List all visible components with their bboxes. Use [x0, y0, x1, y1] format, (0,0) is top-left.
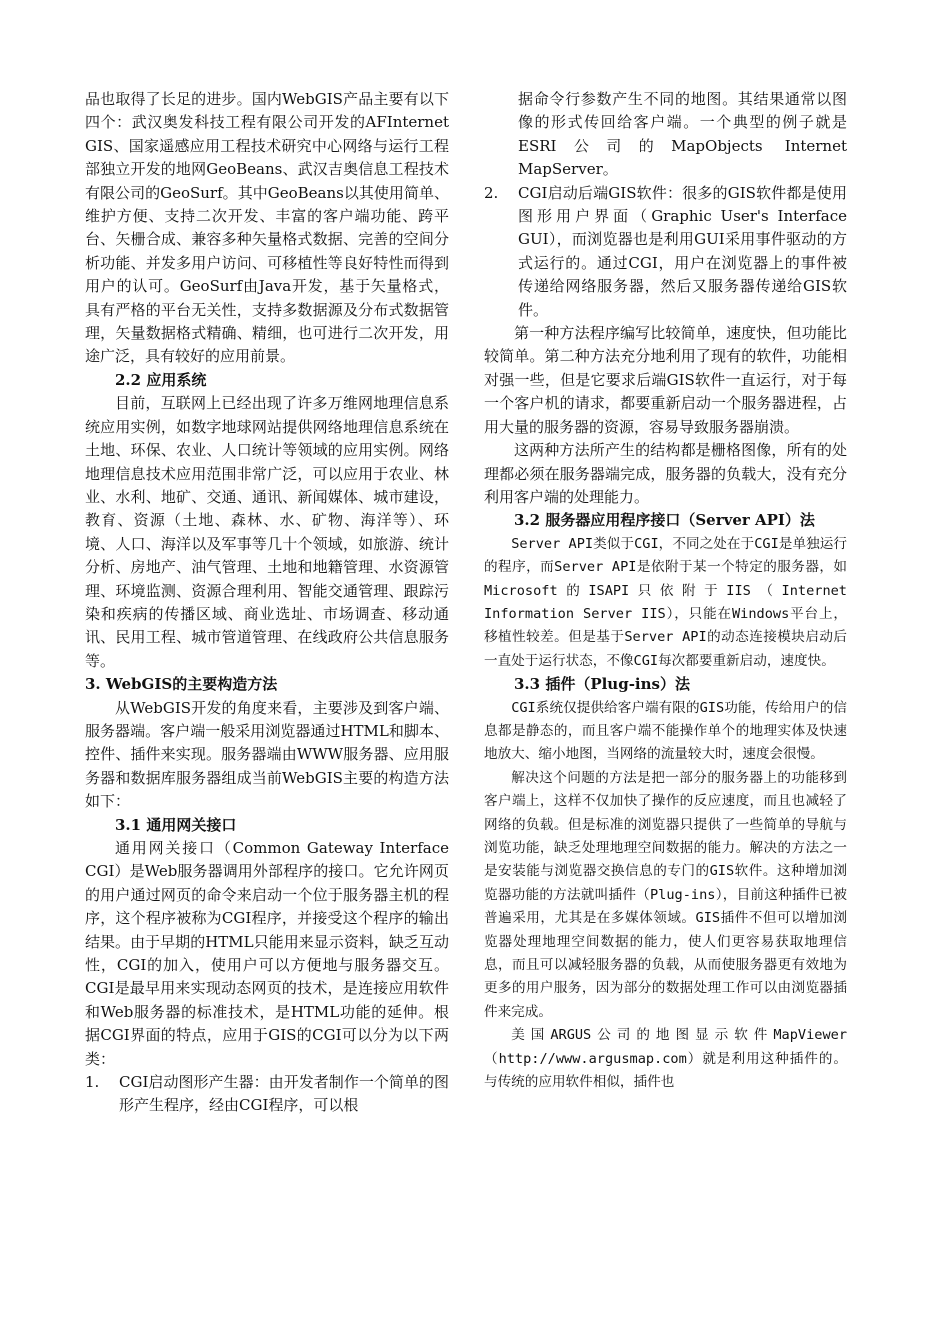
paragraph-applications: 目前，互联网上已经出现了许多万维网地理信息系统应用实例，如数字地球网站提供网络地理信息系统在土地、环保、农业、人口统计等领域的应用实例。网络地理信息技术应用范围非常广泛，可以应用于农业、林业、水利、地矿、交通、通讯、新闻媒体、城市建设，教育、资源（土地、森林、水、矿物、海洋等）、环境、人口、海洋以及军事等几十个领域，如旅游、统计分析、房地产、油气管理、土地和地籍管理、水资源管理、环境监测、资源合理利用、智能交通管理、跟踪污染和疾病的传播区域、商业选址、市场调查、移动通讯、民用工程、城市管道管理、在线政府公共信息服务等。 — [85, 394, 449, 670]
list-item — [484, 182, 847, 322]
paragraph-plugins-intro: CGI系统仅提供给客户端有限的GIS功能，传给用户的信息都是静态的，而且客户端不能操作单个的地理实体及快速地放大、缩小地图，当网络的流量较大时，速度会很慢。 — [484, 699, 847, 763]
heading-3-2: 3.2 服务器应用程序接口（Server API）法 — [514, 511, 815, 530]
list-item-text: CGI启动后端GIS软件：很多的GIS软件都是使用图形用户界面（Graphic User's Interface GUI），而浏览器也是利用GUI采用事件驱动的方式运行的。通过CGI，用户在浏览器上的事件被传递给网络服务器，然后又服务器传递给GIS软件。 — [518, 183, 847, 319]
paragraph-raster-results: 这两种方法所产生的结构都是栅格图像，所有的处理都必须在服务器端完成，服务器的负载大，没有充分利用客户端的处理能力。 — [484, 441, 847, 506]
paragraph-mapviewer: 美国ARGUS公司的地图显示软件MapViewer（http://www.argusmap.com）就是利用这种插件的。与传统的应用软件相似，插件也 — [484, 1027, 847, 1091]
list-item-text: CGI启动图形产生器：由开发者制作一个简单的图形产生程序，经由CGI程序，可以根 — [119, 1073, 449, 1115]
left-column — [85, 88, 449, 1118]
list-number: 2. — [484, 183, 499, 202]
cgi-type-list — [85, 1071, 449, 1118]
right-column — [484, 88, 847, 1094]
heading-3: 3. WebGIS的主要构造方法 — [85, 675, 278, 694]
cgi-type-list-continued — [484, 88, 847, 322]
paragraph-method-compare: 第一种方法程序编写比较简单，速度快，但功能比较简单。第二种方法充分地利用了现有的软件，功能相对强一些，但是它要求后端GIS软件一直运行，对于每一个客户机的请求，都要重新启动一个服务器进程，占用大量的服务器的资源，容易导致服务器崩溃。 — [484, 324, 847, 436]
paragraph-construction: 从WebGIS开发的角度来看，主要涉及到客户端、服务器端。客户端一般采用浏览器通过HTML和脚本、控件、插件来实现。服务器端由WWW服务器、应用服务器和数据库服务器组成当前WebGIS主要的构造方法如下： — [85, 698, 449, 811]
heading-2-2: 2.2 应用系统 — [115, 370, 207, 389]
list-item — [484, 88, 847, 182]
paragraph-webgis-products: 品也取得了长足的进步。国内WebGIS产品主要有以下四个：武汉奥发科技工程有限公司开发的AFInternet GIS、国家遥感应用工程技术研究中心网络与运行工程部独立开发的地网GeoBeans、武汉吉奥信息工程技术有限公司的GeoSurf。其中GeoBeans以其使用简单、维护方便、支持二次开发、丰富的客户端功能、跨平台、矢栅合成、兼容多种矢量格式数据、完善的空间分析功能、并发多用户访问、可移植性等良好特性而得到用户的认可。GeoSurf由Java开发，基于矢量格式，具有严格的平台无关性，支持多数据源及分布式数据管理，矢量数据格式精确、精细，也可进行二次开发，用途广泛，具有较好的应用前景。 — [85, 90, 449, 366]
paragraph-plugins-detail: 解决这个问题的方法是把一部分的服务器上的功能移到客户端上，这样不仅加快了操作的反应速度，而且也减轻了网络的负载。但是标准的浏览器只提供了一些简单的导航与浏览功能，缺乏处理地理空间数据的能力。解决的方法之一是安装能与浏览器交换信息的专门的GIS软件。这种增加浏览器功能的方法就叫插件（Plug-ins），目前这种插件已被普遍采用，尤其是在多媒体领域。GIS插件不但可以增加浏览器处理地理空间数据的能力，使人们更容易获取地理信息，而且可以减轻服务器的负载，从而使服务器更有效地为更多的用户服务，因为部分的数据处理工作可以由浏览器插件来完成。 — [484, 769, 847, 1020]
paragraph-cgi: 通用网关接口（Common Gateway Interface CGI）是Web服务器调用外部程序的接口。它允许网页的用户通过网页的命令来启动一个位于服务器主机的程序，这个程序被称为CGI程序，并接受这个程序的输出结果。由于早期的HTML只能用来显示资料，缺乏互动性，CGI的加入，使用户可以方便地与服务器交互。CGI是最早用来实现动态网页的技术，是连接应用软件和Web服务器的标准技术，是HTML功能的延伸。根据CGI界面的特点，应用于GIS的CGI可以分为以下两类： — [85, 839, 449, 1068]
list-item-text: 据命令行参数产生不同的地图。其结果通常以图像的形式传回给客户端。一个典型的例子就是ESRI公司的MapObjects Internet MapServer。 — [518, 90, 847, 179]
list-number: 1. — [85, 1073, 100, 1092]
heading-3-3: 3.3 插件（Plug-ins）法 — [514, 675, 690, 694]
paragraph-server-api: Server API类似于CGI，不同之处在于CGI是单独运行的程序，而Server API是依附于某一个特定的服务器，如Microsoft的ISAPI只依附于IIS（Internet Information Server IIS），只能在Windows平台上，移植性较差。但是基于Server API的动态连接模块启动后一直处于运行状态，不像CGI每次都要重新启动，速度快。 — [484, 535, 847, 669]
heading-3-1: 3.1 通用网关接口 — [115, 815, 237, 834]
list-item — [85, 1071, 449, 1118]
